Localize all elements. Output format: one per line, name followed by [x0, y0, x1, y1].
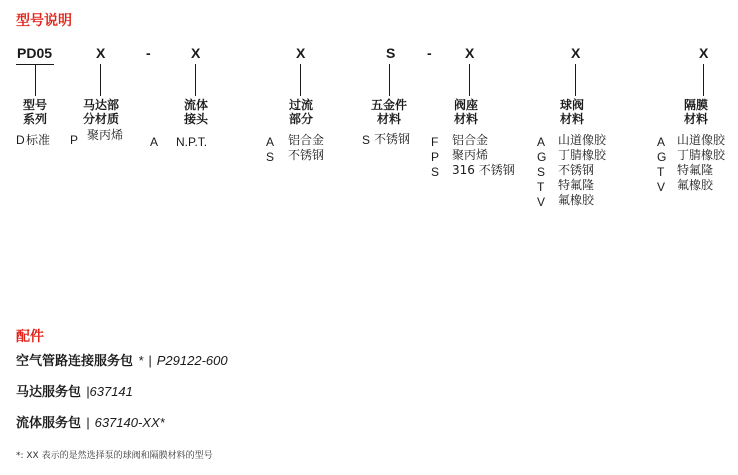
ball-option-code-2: G [537, 150, 547, 164]
motor-option-code: P [70, 133, 79, 147]
motor-heading-line2: 分材质 [82, 112, 119, 126]
code-slot-flow: X [296, 45, 306, 61]
code-slot-motor: X [96, 45, 106, 61]
code-slot-ball: X [571, 45, 581, 61]
hardware-heading-line1: 五金件 [370, 98, 407, 112]
parts-section-title: 配件 [16, 329, 44, 345]
code-dash-2: - [427, 45, 432, 61]
flow-option-code-2: S [266, 150, 275, 164]
diaphragm-option-text-3: 特氟隆 [677, 163, 714, 177]
fluid-option-text: N.P.T. [176, 135, 208, 149]
model-section-title: 型号说明 [16, 13, 72, 29]
kit-row-air [16, 350, 228, 369]
diaphragm-option-code-4: V [657, 180, 666, 194]
fluid-heading-line1: 流体 [183, 98, 208, 112]
seat-option-code-1: F [431, 135, 439, 149]
ball-option-text-2: 丁腈橡胶 [558, 148, 607, 162]
kit-name-air: 空气管路连接服务包 [16, 354, 134, 369]
diaphragm-option-code-2: G [657, 150, 667, 164]
kit-row-fluid [16, 412, 165, 431]
series-heading [15, 98, 55, 126]
footnote: *: XX 表示的是然选择泵的球阀和隔膜材料的型号 [16, 451, 213, 461]
series-connector [35, 64, 36, 96]
motor-connector [100, 64, 101, 96]
hardware-option-code: S [362, 133, 371, 147]
code-dash-1: - [146, 45, 151, 61]
seat-option-code-3: S [431, 165, 440, 179]
seat-option-text-3: 316 不锈钢 [452, 163, 515, 177]
hardware-heading-line2: 材料 [376, 112, 401, 126]
ball-option-code-5: V [537, 195, 546, 209]
series-option-text: 标准 [26, 133, 51, 147]
diaphragm-option-text-1: 山道像胶 [677, 133, 726, 147]
ball-option-text-3: 不锈钢 [558, 163, 595, 177]
kit-sep-fluid: | [86, 415, 90, 430]
diaphragm-option-text-4: 氟橡胶 [677, 178, 714, 192]
ball-heading-line1: 球阀 [559, 98, 584, 112]
series-heading-line2: 系列 [22, 112, 47, 126]
series-heading-line1: 型号 [22, 98, 47, 112]
fluid-connector [195, 64, 196, 96]
kit-sep-motor: | [86, 384, 90, 399]
diaphragm-heading-line1: 隔膜 [683, 98, 708, 112]
flow-option-text-1: 铝合金 [288, 133, 325, 147]
kit-name-motor: 马达服务包 [16, 385, 82, 400]
hardware-option-text: 不锈钢 [374, 132, 411, 146]
ball-option-code-3: S [537, 165, 546, 179]
series-option-code: D [16, 133, 25, 147]
flow-heading [281, 98, 321, 126]
code-slot-fluid: X [191, 45, 201, 61]
seat-option-text-2: 聚丙烯 [452, 148, 489, 162]
flow-option-text-2: 不锈钢 [288, 148, 325, 162]
flow-connector [300, 64, 301, 96]
flow-option-code-1: A [266, 135, 275, 149]
motor-heading [78, 98, 124, 126]
code-slot-hardware: S [386, 45, 396, 61]
hardware-heading [364, 98, 414, 126]
seat-heading [446, 98, 486, 126]
motor-heading-line1: 马达部 [82, 98, 119, 112]
ball-option-code-4: T [537, 180, 545, 194]
seat-heading-line1: 阀座 [453, 98, 478, 112]
seat-connector [469, 64, 470, 96]
kit-sep-air: | [148, 353, 152, 368]
fluid-heading [176, 98, 216, 126]
code-slot-diaphragm: X [699, 45, 709, 61]
ball-heading [552, 98, 592, 126]
kit-row-motor [16, 381, 133, 400]
ball-option-code-1: A [537, 135, 546, 149]
flow-heading-line1: 过流 [288, 98, 313, 112]
ball-connector [575, 64, 576, 96]
seat-heading-line2: 材料 [453, 112, 478, 126]
base-code: PD05 [17, 45, 53, 61]
kit-part-motor: 637141 [89, 384, 133, 399]
ball-heading-line2: 材料 [559, 112, 584, 126]
diaphragm-heading-line2: 材料 [683, 112, 708, 126]
seat-option-code-2: P [431, 150, 440, 164]
ball-option-text-4: 特氟隆 [558, 178, 595, 192]
ball-option-text-1: 山道像胶 [558, 133, 607, 147]
diaphragm-option-code-3: T [657, 165, 665, 179]
kit-marker-air: * [138, 353, 144, 368]
kit-part-air: P29122-600 [156, 353, 228, 368]
fluid-heading-line2: 接头 [183, 112, 208, 126]
motor-option-text: 聚丙烯 [87, 128, 124, 142]
kit-part-fluid: 637140-XX* [94, 415, 165, 430]
diaphragm-connector [703, 64, 704, 96]
code-slot-seat: X [465, 45, 475, 61]
kit-name-fluid: 流体服务包 [16, 416, 82, 431]
hardware-connector [389, 64, 390, 96]
fluid-option-code: A [150, 135, 159, 149]
seat-option-text-1: 铝合金 [452, 133, 489, 147]
flow-heading-line2: 部分 [288, 112, 313, 126]
ball-option-text-5: 氟橡胶 [558, 193, 595, 207]
diaphragm-heading [676, 98, 716, 126]
diaphragm-option-text-2: 丁腈橡胶 [677, 148, 726, 162]
diaphragm-option-code-1: A [657, 135, 666, 149]
